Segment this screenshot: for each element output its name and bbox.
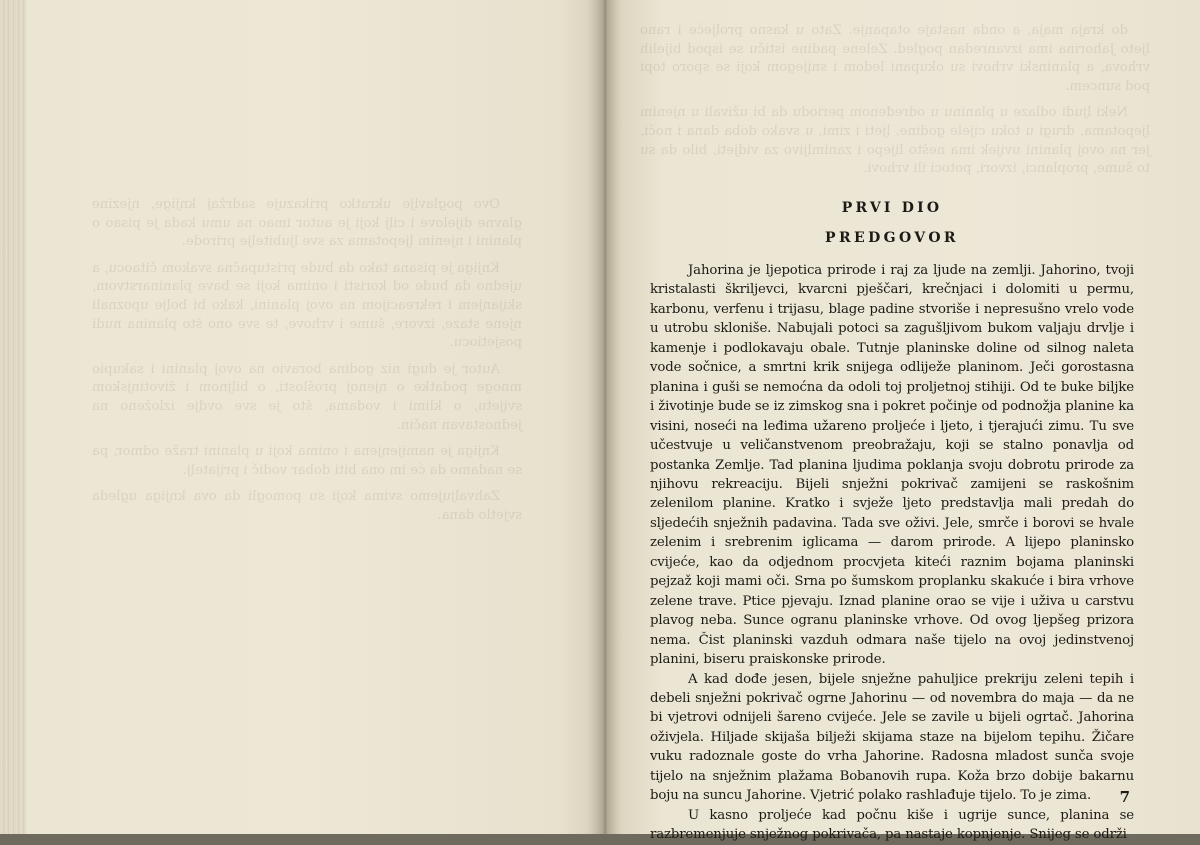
chapter-title: PREDGOVOR (825, 230, 959, 246)
paragraph-2: A kad dođe jesen, bijele snježne pahuljice prekriju zeleni tepih i debeli snježni pokrivač ogrne Jahorinu — od novembra do maja — da ne bi vjetrovi odnijeli šareno cvijeće. Jele se zavile u bijeli ogrtač. Jahorina oživjela. Hiljade skijaša bilježi skijama staze na bijelom tepihu. Žičare vuku radoznale goste do vrha Jahorine. Radosna mladost sunča svoje tijelo na snježnim plažama Bobanovih rupa. Koža brzo dobije bakarnu boju na suncu Jahorine. Vjetrić polako rashlađuje tijelo. To je zima. (650, 671, 1134, 804)
part-title: PRVI DIO (841, 200, 943, 216)
left-page-show-through: Ovo poglavlje ukratko prikazuje sadržaj knjige, njezine glavne dijelove i cilj koji je autor imao na umu kada je pisao o planini i njenim ljepotama za sve ljubitelje prirode. Knjiga je pisana tako da bude pristupačna svakom čitaocu, a ujedno da bude od koristi i onima koji se bave planinarstvom, skijanjem i rekreacijom na ovoj planini, kako bi bolje upoznali njene staze, izvore, šume i vrhove, te sve ono što planina nudi posjetiocu. Autor je dugi niz godina boravio na ovoj planini i sakupio mnoge podatke o njenoj prošlosti, o biljnom i životinjskom svijetu, o klimi i vodama, što je sve ovdje izloženo na jednostavan način. Knjiga je namijenjena i onima koji u planini traže odmor, pa se nadamo da će im ona biti dobar vodič i prijatelj. Zahvaljujemo svima koji su pomogli da ova knjiga ugleda svjetlo dana. (92, 197, 522, 523)
paragraph-1: Jahorina je ljepotica prirode i raj za ljude na zemlji. Jahorino, tvoji kristalasti škriljevci, kvarcni pješčari, krečnjaci i dolomiti u permu, karbonu, verfenu i trijasu, blage padine stvoriše i nepresušno vrelo vode u utrobu skloniše. Nabujali potoci sa zagušljivom bukom valjaju drvlje i kamenje i podlokavaju obale. Tutnje planinske doline od silnog naleta vode sočnice, a smrtni krik snijega odliježe planinom. Ječi gorostasna planina i guši se nemoćna da odoli toj proljetnoj stihiji. Od te buke biljke i životinje bude se iz zimskog sna i pokret počinje od podnožja planine ka visini, noseći na leđima užareno proljeće i ljeto, i tjerajući zimu. Tu sve učestvuje u veličanstvenom preobražaju, koji se stalno ponavlja od postanka Zemlje. Tad planina ljudima poklanja svoju dobrotu prirode za njihovu rekreaciju. Bijeli snježni pokrivač zamijeni se raskošnim zelenilom planine. Kratko i svježe ljeto predstavlja mali predah do sljedećih snježnih padavina. Tada sve oživi. Jele, smrče i borovi se hvale zelenim i srebrenim iglicama — darom prirode. A lijepo planinsko cvijeće, kao da odjednom procvjeta kiteći raznim bojama planinski pejzaž koji mami oči. Srna po šumskom proplanku skakuće i bira vrhove zelene trave. Ptice pjevaju. Iznad planine orao se vije i uživa u carstvu plavog neba. Sunce ogranu planinske vrhove. Od ovog ljepšeg prizora nema. Čist planinski vazduh odmara naše tijelo na ovoj jedinstvenoj planini, biseru praiskonske prirode. (650, 263, 1134, 668)
page-edges (0, 0, 26, 834)
body-text (650, 261, 1134, 845)
page-content (650, 197, 1134, 845)
right-page-show-through: do kraja maja, a onda nastaje otapanje. Zato u kasno proljeće i rano ljeto Jahorina ima izvanredan pogled. Zelene padine ističu se ispod bijelih vrhova, a planinski vrhovi su okupani ledom i snijegom koji se sporo topi pod suncem. Neki ljudi odlaze u planinu u određenom periodu da bi uživali u njenim ljepotama, drugi u toku cijele godine, ljeti i zimi, u svako doba dana i noći, jer na ovoj planini uvijek ima nešto lijepo i zanimljivo za vidjeti, bilo da su to šume, proplanci, izvori, potoci ili vrhovi. (640, 23, 1150, 177)
right-page (604, 0, 1200, 843)
page-number: 7 (1119, 788, 1130, 806)
left-page (0, 0, 604, 834)
paragraph-3: U kasno proljeće kad počnu kiše i ugrije sunce, planina se razbremenjuje snježnog pokrivača, pa nastaje kopnjenje. Snijeg se održi (650, 807, 1134, 843)
